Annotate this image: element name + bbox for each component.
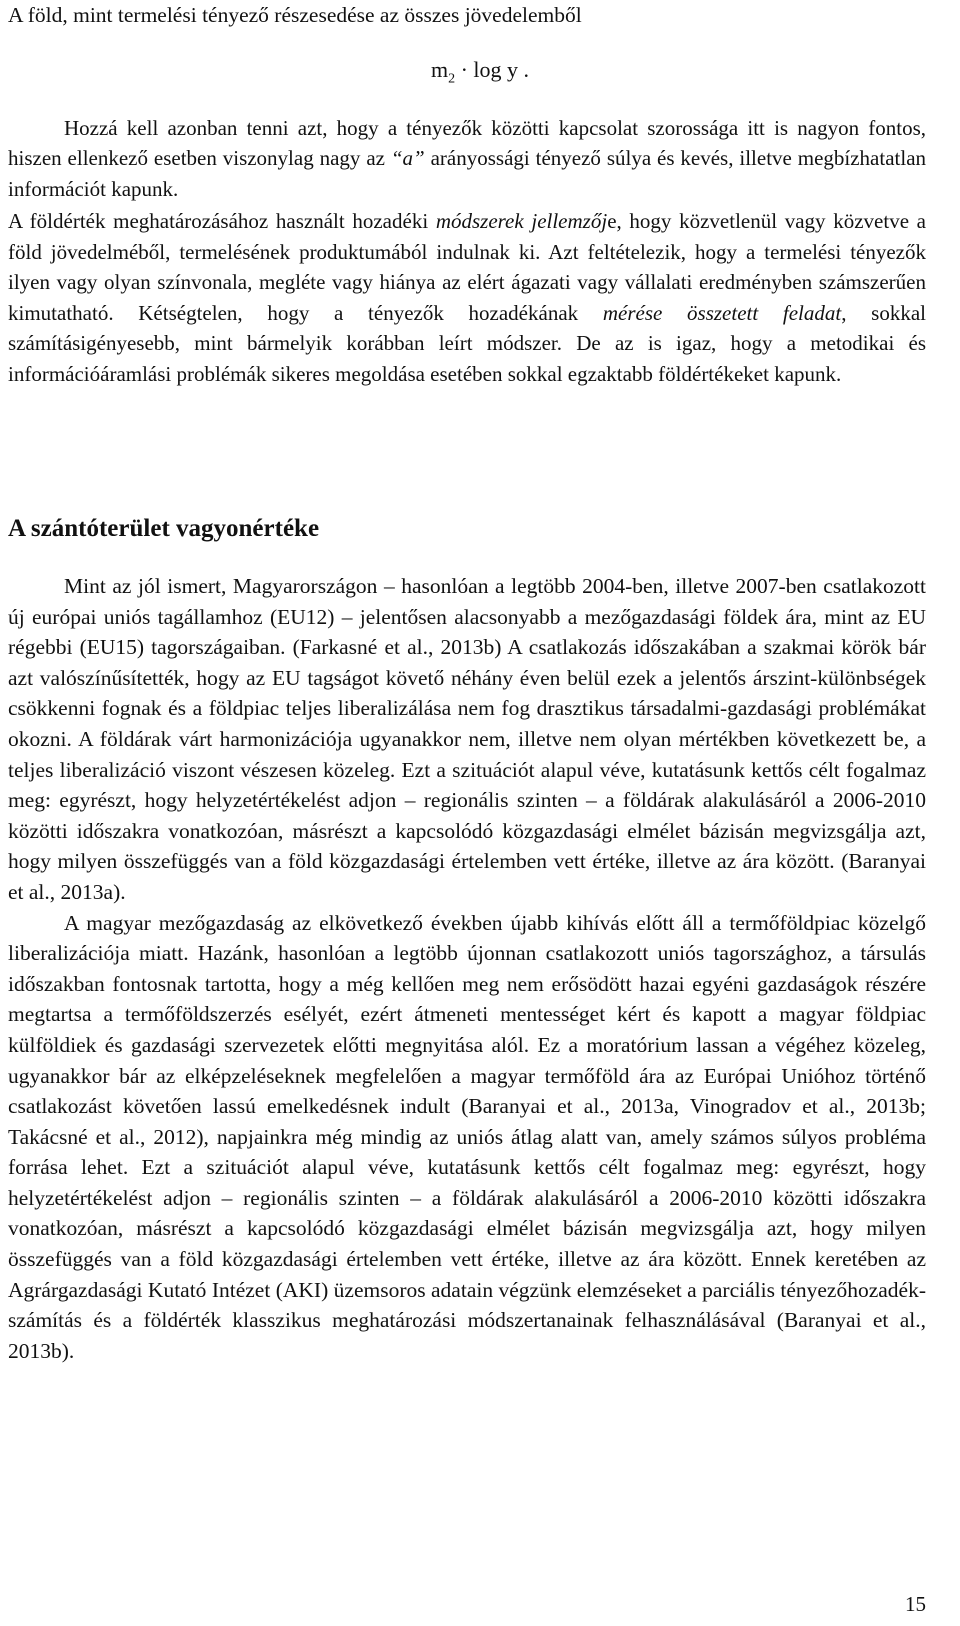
paragraph-yield-part1: A földérték meghatározásához használt hozadéki bbox=[8, 209, 436, 233]
formula-m: m bbox=[430, 57, 449, 82]
body-paragraph-2: A magyar mezőgazdaság az elkövetkező években újabb kihívás előtt áll a termőföldpiac közelgő liberalizációja miatt. Hazánk, hasonlóan a legtöbb újonnan csatlakozott uniós tagországhoz, a társulás időszakban fontosnak tartotta, hogy a még kellően meg nem erősödött hazai egyéni gazdaságok részére megtartsa a termőföldszerzés esélyét, ezért átmeneti mentességet kért és kapott a magyar földpiac külföldiek és gazdasági szervezetek előtti megnyitása alól. Ez a moratórium lassan a végéhez közeleg, ugyanakkor bár az elképzeléseknek megfelelően a magyar termőföld ára az Európai Unióhoz történő csatlakozást követően lassú emelkedésnek indult (Baranyai et al., 2013a, Vinogradov et al., 2013b; Takácsné et al., 2012), napjainkra még mindig az uniós átlag alatt van, amely számos súlyos probléma forrása lehet. Ezt a szituációt alapul véve, kutatásunk kettős célt fogalmaz meg: egyrészt, hogy helyzetértékelést adjon – regionális szinten – a földárak alakulásáról a 2006-2010 közötti időszakra vonatkozóan, másrészt a kapcsolódó közgazdasági elmélet bázisán megvizsgálja azt, hogy milyen összefüggés van a föld közgazdasági értelemben vett értéke, illetve az ára között. Ennek keretében az Agrárgazdasági Kutató Intézet (AKI) üzemsoros adatain végzünk elemzéseket a parciális tényezőhozadék-számítás és a földérték klasszikus meghatározási módszertanainak felhasználásával (Baranyai et al., 2013b). bbox=[8, 910, 926, 1363]
paragraph-correlation bbox=[8, 113, 926, 204]
page-number: 15 bbox=[905, 1592, 926, 1616]
body-paragraph-1: Mint az jól ismert, Magyarországon – hasonlóan a legtöbb 2004-ben, illetve 2007-ben csatlakozott új európai uniós tagállamhoz (EU12) – jelentősen alacsonyabb a mezőgazdasági földek ára, mint az EU régebbi (EU15) tagországaiban. (Farkasné et al., 2013b) A csatlakozás időszakában a szakmai körök bár azt valószínűsítették, hogy az EU tagságot követő néhány éven belül ezek a jelentős árszint-különbségek csökkenni fognak és a földpiac teljes liberalizálása nem fog drasztikus társadalmi-gazdasági problémákat okozni. A földárak várt harmonizációja ugyanakkor nem, illetve nem olyan mértékben következett be, a teljes liberalizáció viszont vészesen közeleg. Ezt a szituációt alapul véve, kutatásunk kettős célt fogalmaz meg: egyrészt, hogy helyzetértékelést adjon – regionális szinten – a földárak alakulásáról a 2006-2010 közötti időszakra vonatkozóan, másrészt a kapcsolódó közgazdasági elmélet bázisán megvizsgálja azt, hogy milyen összefüggés van a föld közgazdasági értelemben vett értéke, illetve az ára között. (Baranyai et al., 2013a). bbox=[8, 574, 926, 904]
paragraph-correlation-part1: Hozzá kell azonban tenni azt, hogy a tényezők közötti kapcsolat szorossága itt is nagyon fontos, hiszen ellenkező esetben viszonylag nagy az bbox=[8, 116, 926, 171]
paragraph-correlation-italic: “a” bbox=[390, 146, 425, 171]
section-body bbox=[8, 571, 926, 1366]
formula-subscript: 2 bbox=[448, 71, 456, 87]
formula-rest: log y . bbox=[473, 57, 530, 82]
formula bbox=[0, 56, 960, 93]
formula-dot: · bbox=[460, 57, 468, 82]
paragraph-yield-part3: , sokkal számításigényesebb, mint bármelyik korábban leírt módszer. De az is igaz, hogy a metodikai és információáramlási problémák sikeres megoldása esetében sokkal egzaktabb földértékeket kapunk. bbox=[8, 300, 926, 386]
paragraph-yield-methods bbox=[8, 206, 926, 390]
paragraph-yield-italic1: módszerek jellemzőj bbox=[435, 209, 608, 233]
intro-line: A föld, mint termelési tényező részesedése az összes jövedelemből bbox=[8, 3, 582, 27]
paragraph-yield-part2: e, hogy közvetlenül vagy közvetve a föld jövedelméből, termelésének produktumából indulnak ki. Azt feltételezik, hogy a termelési tényezők ilyen vagy olyan színvonala, megléte vagy hiánya az elért ágazati vagy vállalati eredményben számszerűen kimutatható. Kétségtelen, hogy a tényezők hozadékának bbox=[8, 209, 927, 325]
paragraph-yield-italic2: mérése összetett feladat bbox=[602, 300, 842, 325]
paragraph-correlation-part2: arányossági tényező súlya és kevés, illetve megbízhatatlan információt kapunk. bbox=[8, 146, 927, 201]
section-heading: A szántóterület vagyonértéke bbox=[8, 515, 320, 542]
